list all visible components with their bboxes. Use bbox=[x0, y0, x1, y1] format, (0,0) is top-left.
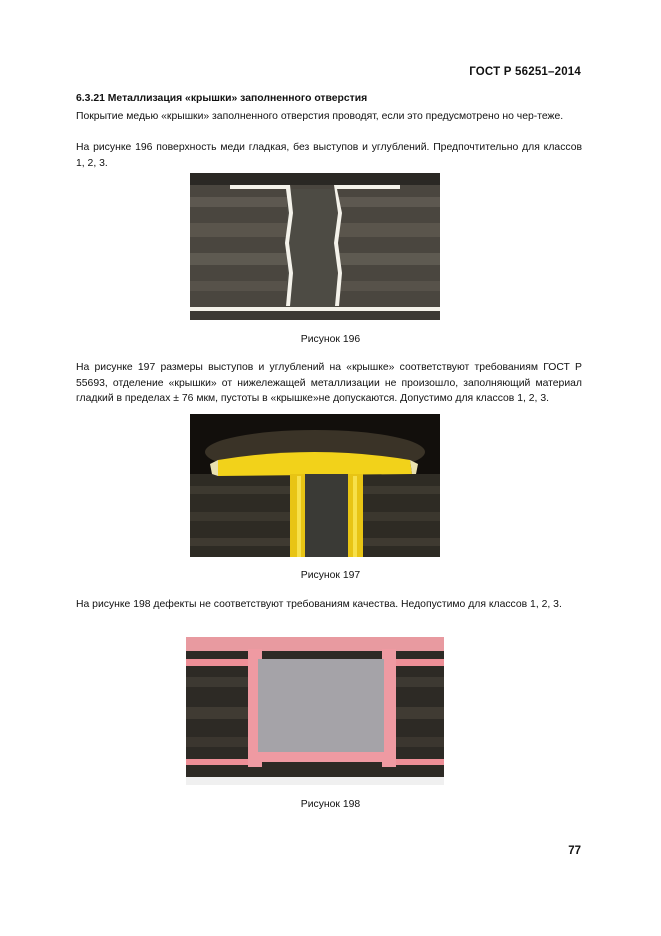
figure-198-caption: Рисунок 198 bbox=[300, 799, 361, 810]
section-heading: 6.3.21 Металлизация «крышки» заполненного отверстия bbox=[76, 93, 368, 104]
figure-196-image bbox=[190, 173, 440, 320]
figure-197-caption: Рисунок 197 bbox=[300, 570, 361, 581]
figure-197-image bbox=[190, 414, 440, 557]
paragraph-4-text: На рисунке 198 дефекты не соответствуют требованиям качества. Недопустимо для классов 1, 2, 3. bbox=[76, 599, 562, 610]
paragraph-4 bbox=[76, 597, 582, 613]
figure-196-caption: Рисунок 196 bbox=[300, 334, 361, 345]
paragraph-3-text: На рисунке 197 размеры выступов и углублений на «крышке» соответствуют требованиям ГОСТ Р 55693, отделение «крышки» от нижележащей металлизации не произошло, заполняющий материал гладкий в пределах ± 76 мкм, пустоты в «крышке»не допускаются. Допустимо для классов 1, 2, 3. bbox=[76, 362, 582, 405]
document-code: ГОСТ Р 56251–2014 bbox=[469, 66, 581, 78]
paragraph-1-text: Покрытие медью «крышки» заполненного отверстия проводят, если это предусмотрено но чер-теже. bbox=[76, 111, 564, 122]
page-number: 77 bbox=[568, 845, 581, 857]
paragraph-1 bbox=[76, 109, 582, 125]
paragraph-3 bbox=[76, 360, 582, 407]
paragraph-2 bbox=[76, 140, 582, 171]
paragraph-2-text: На рисунке 196 поверхность меди гладкая, без выступов и углублений. Предпочтительно для классов 1, 2, 3. bbox=[76, 142, 582, 169]
figure-198-image bbox=[186, 637, 444, 785]
